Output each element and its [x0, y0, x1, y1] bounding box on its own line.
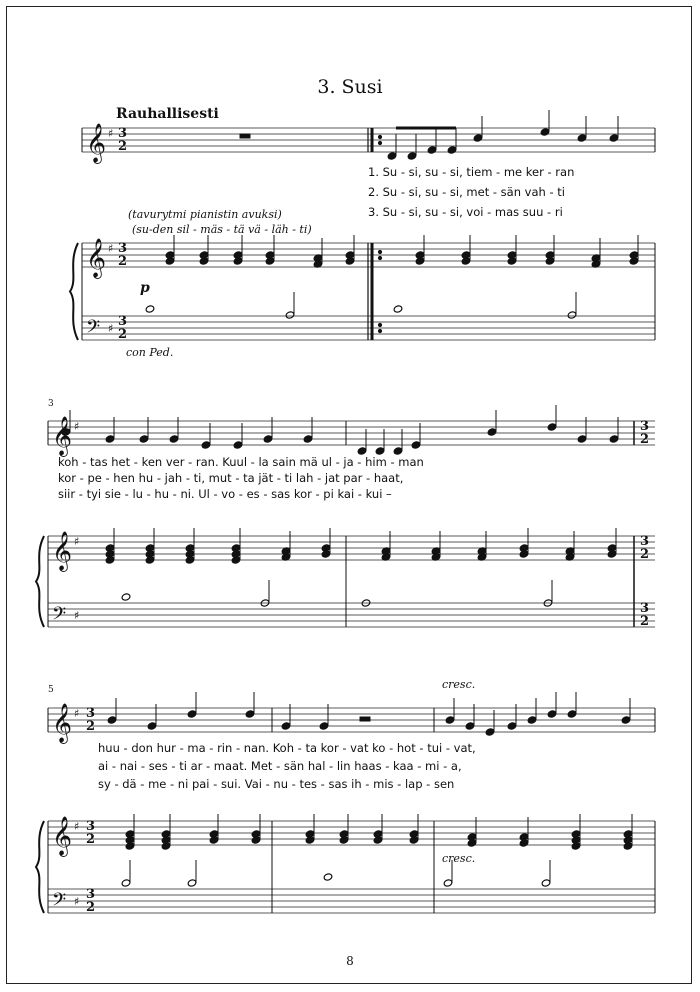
note-head — [319, 722, 329, 730]
rest — [240, 134, 250, 138]
svg-text:3: 3 — [118, 126, 128, 141]
note-head — [285, 311, 295, 319]
note-head — [485, 728, 495, 736]
pedal-marking: con Ped. — [126, 346, 174, 359]
lyric-line: 3. Su - si, su - si, voi - mas suu - ri — [368, 205, 563, 219]
note-head — [540, 128, 550, 136]
piano-brace — [36, 536, 44, 627]
note-head — [473, 134, 483, 142]
note-head — [105, 435, 115, 443]
note-head — [121, 593, 131, 601]
svg-text:2: 2 — [640, 547, 650, 562]
note-head — [621, 716, 631, 724]
note-head — [303, 435, 313, 443]
lyric-line: siir - tyi sie - lu - hu - ni. Ul - vo - es - sas kor - pi kai - kui – — [58, 487, 392, 501]
measure-number-5: 5 — [48, 685, 54, 695]
dynamic-piano: p — [140, 280, 150, 296]
staff-lines — [48, 128, 655, 913]
lyric-line: ai - nai - ses - ti ar - maat. Met - sän hal - lin haas - kaa - mi - a, — [98, 759, 462, 773]
treble-clef: 𝄞 — [52, 416, 73, 456]
note-head — [187, 879, 197, 887]
svg-text:3: 3 — [640, 534, 650, 549]
svg-text:3: 3 — [640, 419, 650, 434]
bass-clef: 𝄢 — [86, 317, 101, 342]
sharp-sign: ♯ — [74, 609, 80, 622]
note-head — [567, 311, 577, 319]
bass-clef: 𝄢 — [52, 604, 67, 629]
sharp-sign: ♯ — [108, 127, 114, 140]
note-head — [323, 873, 333, 881]
repeat-dot — [378, 135, 381, 138]
page-number: 8 — [346, 954, 354, 968]
note-head — [187, 710, 197, 718]
note-head — [407, 152, 417, 160]
note-head — [139, 435, 149, 443]
note-head — [577, 134, 587, 142]
lyric-line: 1. Su - si, su - si, tiem - me ker - ran — [368, 165, 575, 179]
treble-clef: 𝄞 — [86, 238, 107, 278]
cresc-piano: cresc. — [442, 852, 476, 865]
repeat-dot — [378, 256, 381, 259]
note-head — [547, 423, 557, 431]
repeat-dot — [378, 141, 381, 144]
clefs — [52, 123, 113, 915]
note-head — [233, 441, 243, 449]
note-head — [447, 146, 457, 154]
svg-text:2: 2 — [118, 139, 128, 154]
svg-text:2: 2 — [86, 719, 96, 734]
svg-text:2: 2 — [640, 432, 650, 447]
rest — [360, 717, 370, 721]
treble-clef: 𝄞 — [52, 816, 73, 856]
note-head — [547, 710, 557, 718]
note-head — [245, 710, 255, 718]
svg-text:3: 3 — [118, 314, 128, 329]
sharp-sign: ♯ — [74, 707, 80, 720]
lyric-line: sy - dä - me - ni pai - sui. Vai - nu - tes - sas ih - mis - lap - sen — [98, 777, 455, 791]
note-head — [387, 152, 397, 160]
svg-text:2: 2 — [118, 254, 128, 269]
svg-text:3: 3 — [86, 887, 96, 902]
cresc-voice: cresc. — [442, 678, 476, 691]
bass-clef: 𝄢 — [52, 890, 67, 915]
lyric-line: koh - tas het - ken ver - ran. Kuul - la sain mä ul - ja - him - man — [58, 455, 424, 469]
note-head — [465, 722, 475, 730]
svg-text:3: 3 — [640, 601, 650, 616]
lyric-line: huu - don hur - ma - rin - nan. Koh - ta kor - vat ko - hot - tui - vat, — [98, 741, 476, 755]
svg-text:2: 2 — [86, 900, 96, 915]
note-head — [393, 305, 403, 313]
treble-clef: 𝄞 — [52, 703, 73, 743]
note-head — [107, 716, 117, 724]
note-head — [121, 879, 131, 887]
sharp-sign: ♯ — [74, 820, 80, 833]
sharp-sign: ♯ — [74, 420, 80, 433]
song-title: 3. Susi — [317, 76, 383, 98]
piano-brace — [70, 243, 78, 340]
treble-clef: 𝄞 — [52, 531, 73, 571]
note-head — [145, 305, 155, 313]
note-head — [567, 710, 577, 718]
note-head — [487, 428, 497, 436]
note-head — [201, 441, 211, 449]
sharp-sign: ♯ — [74, 895, 80, 908]
svg-text:2: 2 — [86, 832, 96, 847]
note-head — [609, 134, 619, 142]
note-head — [609, 435, 619, 443]
note-head — [445, 716, 455, 724]
repeat-dot — [378, 323, 381, 326]
rhythm-syllables: (su-den sil - mäs - tä vä - läh - ti) — [132, 223, 312, 236]
repeat-dot — [378, 250, 381, 253]
piano-brace — [36, 821, 44, 913]
repeat-dot — [378, 329, 381, 332]
svg-text:3: 3 — [86, 819, 96, 834]
note-head — [375, 447, 385, 455]
note-head — [427, 146, 437, 154]
sharp-sign: ♯ — [74, 535, 80, 548]
note-head — [169, 435, 179, 443]
note-head — [357, 447, 367, 455]
svg-text:3: 3 — [118, 241, 128, 256]
note-head — [527, 716, 537, 724]
treble-clef: 𝄞 — [86, 123, 107, 163]
note-head — [443, 879, 453, 887]
svg-text:2: 2 — [118, 327, 128, 342]
measure-number-3: 3 — [48, 399, 54, 409]
note-head — [411, 441, 421, 449]
note-head — [541, 879, 551, 887]
lyric-line: kor - pe - hen hu - jah - ti, mut - ta jät - ti lah - jat par - haat, — [58, 471, 404, 485]
sharp-sign: ♯ — [108, 242, 114, 255]
lyric-line: 2. Su - si, su - si, met - sän vah - ti — [368, 185, 565, 199]
note-head — [263, 435, 273, 443]
barlines — [36, 128, 655, 913]
note-head — [147, 722, 157, 730]
sharp-sign: ♯ — [108, 322, 114, 335]
note-head — [281, 722, 291, 730]
svg-text:2: 2 — [640, 614, 650, 629]
note-head — [507, 722, 517, 730]
note-head — [577, 435, 587, 443]
rhythm-note: (tavurytmi pianistin avuksi) — [128, 208, 282, 221]
note-head — [393, 447, 403, 455]
tempo-marking: Rauhallisesti — [116, 106, 219, 122]
svg-text:3: 3 — [86, 706, 96, 721]
